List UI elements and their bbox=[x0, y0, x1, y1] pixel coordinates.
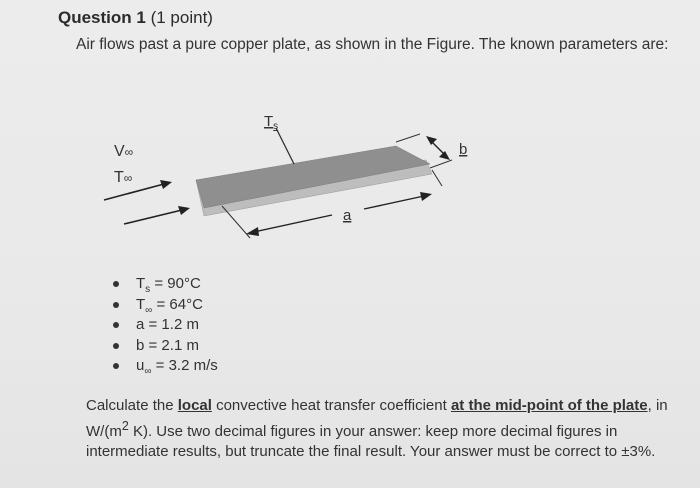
t-inf-label: T∞ bbox=[114, 169, 133, 186]
question-points: (1 point) bbox=[150, 8, 213, 27]
dim-b-line bbox=[432, 142, 444, 154]
dim-a-line-right bbox=[364, 196, 424, 209]
param-t-inf: $T_\infty = 64^\circ C$ bbox=[110, 295, 218, 316]
plate-figure bbox=[96, 108, 516, 258]
ts-label: $T_s$ bbox=[264, 113, 279, 132]
prompt-underline-midpoint: at the mid-point of the plate bbox=[450, 397, 648, 414]
question-prompt bbox=[86, 396, 676, 462]
prompt-part1: Calculate the bbox=[86, 397, 178, 414]
prompt-part2: convective heat transfer coefficient bbox=[211, 397, 451, 414]
dim-a-tick-left bbox=[222, 206, 250, 238]
dim-a-tick-right bbox=[432, 170, 442, 186]
dim-b-tick-top bbox=[396, 134, 420, 142]
ts-pointer-line bbox=[276, 128, 294, 164]
param-a: a = 1.2 m bbox=[110, 315, 218, 336]
flow-arrow-bottom bbox=[124, 210, 182, 224]
question-number: Question 1 bbox=[58, 8, 146, 27]
flow-arrow-top bbox=[104, 184, 164, 200]
param-ts: $T_s = 90^\circ C$ bbox=[110, 274, 218, 295]
dim-b-arrowhead-top bbox=[426, 136, 437, 145]
dim-a-label: a bbox=[343, 207, 352, 224]
dim-a-line-left bbox=[254, 215, 332, 232]
flow-arrowhead-top bbox=[160, 180, 172, 189]
prompt-part4: K). Use two decimal figures in your answer: keep more decimal figures in intermediate results, but truncate the final result. Your answer must be correct to ±3%. bbox=[86, 423, 656, 460]
prompt-underline-local: local bbox=[177, 397, 212, 414]
prompt-sup: 2 bbox=[121, 419, 129, 433]
v-inf-label: V∞ bbox=[114, 143, 134, 160]
dim-b-tick-bottom bbox=[430, 160, 452, 168]
parameter-list bbox=[110, 274, 218, 377]
flow-arrowhead-bottom bbox=[178, 206, 190, 215]
question-intro: Air flows past a pure copper plate, as shown in the Figure. The known parameters are: bbox=[76, 36, 669, 53]
param-u-inf: $u_\infty = 3.2$ m/s bbox=[110, 356, 218, 377]
question-title bbox=[58, 8, 213, 28]
dim-a-arrowhead-left bbox=[246, 227, 259, 236]
dim-b-label: b bbox=[459, 141, 468, 158]
dim-b-arrowhead-bottom bbox=[439, 151, 450, 160]
dim-a-arrowhead-right bbox=[420, 192, 432, 201]
prompt-part3: , in W/(m bbox=[86, 397, 668, 440]
param-b: b = 2.1 m bbox=[110, 336, 218, 357]
